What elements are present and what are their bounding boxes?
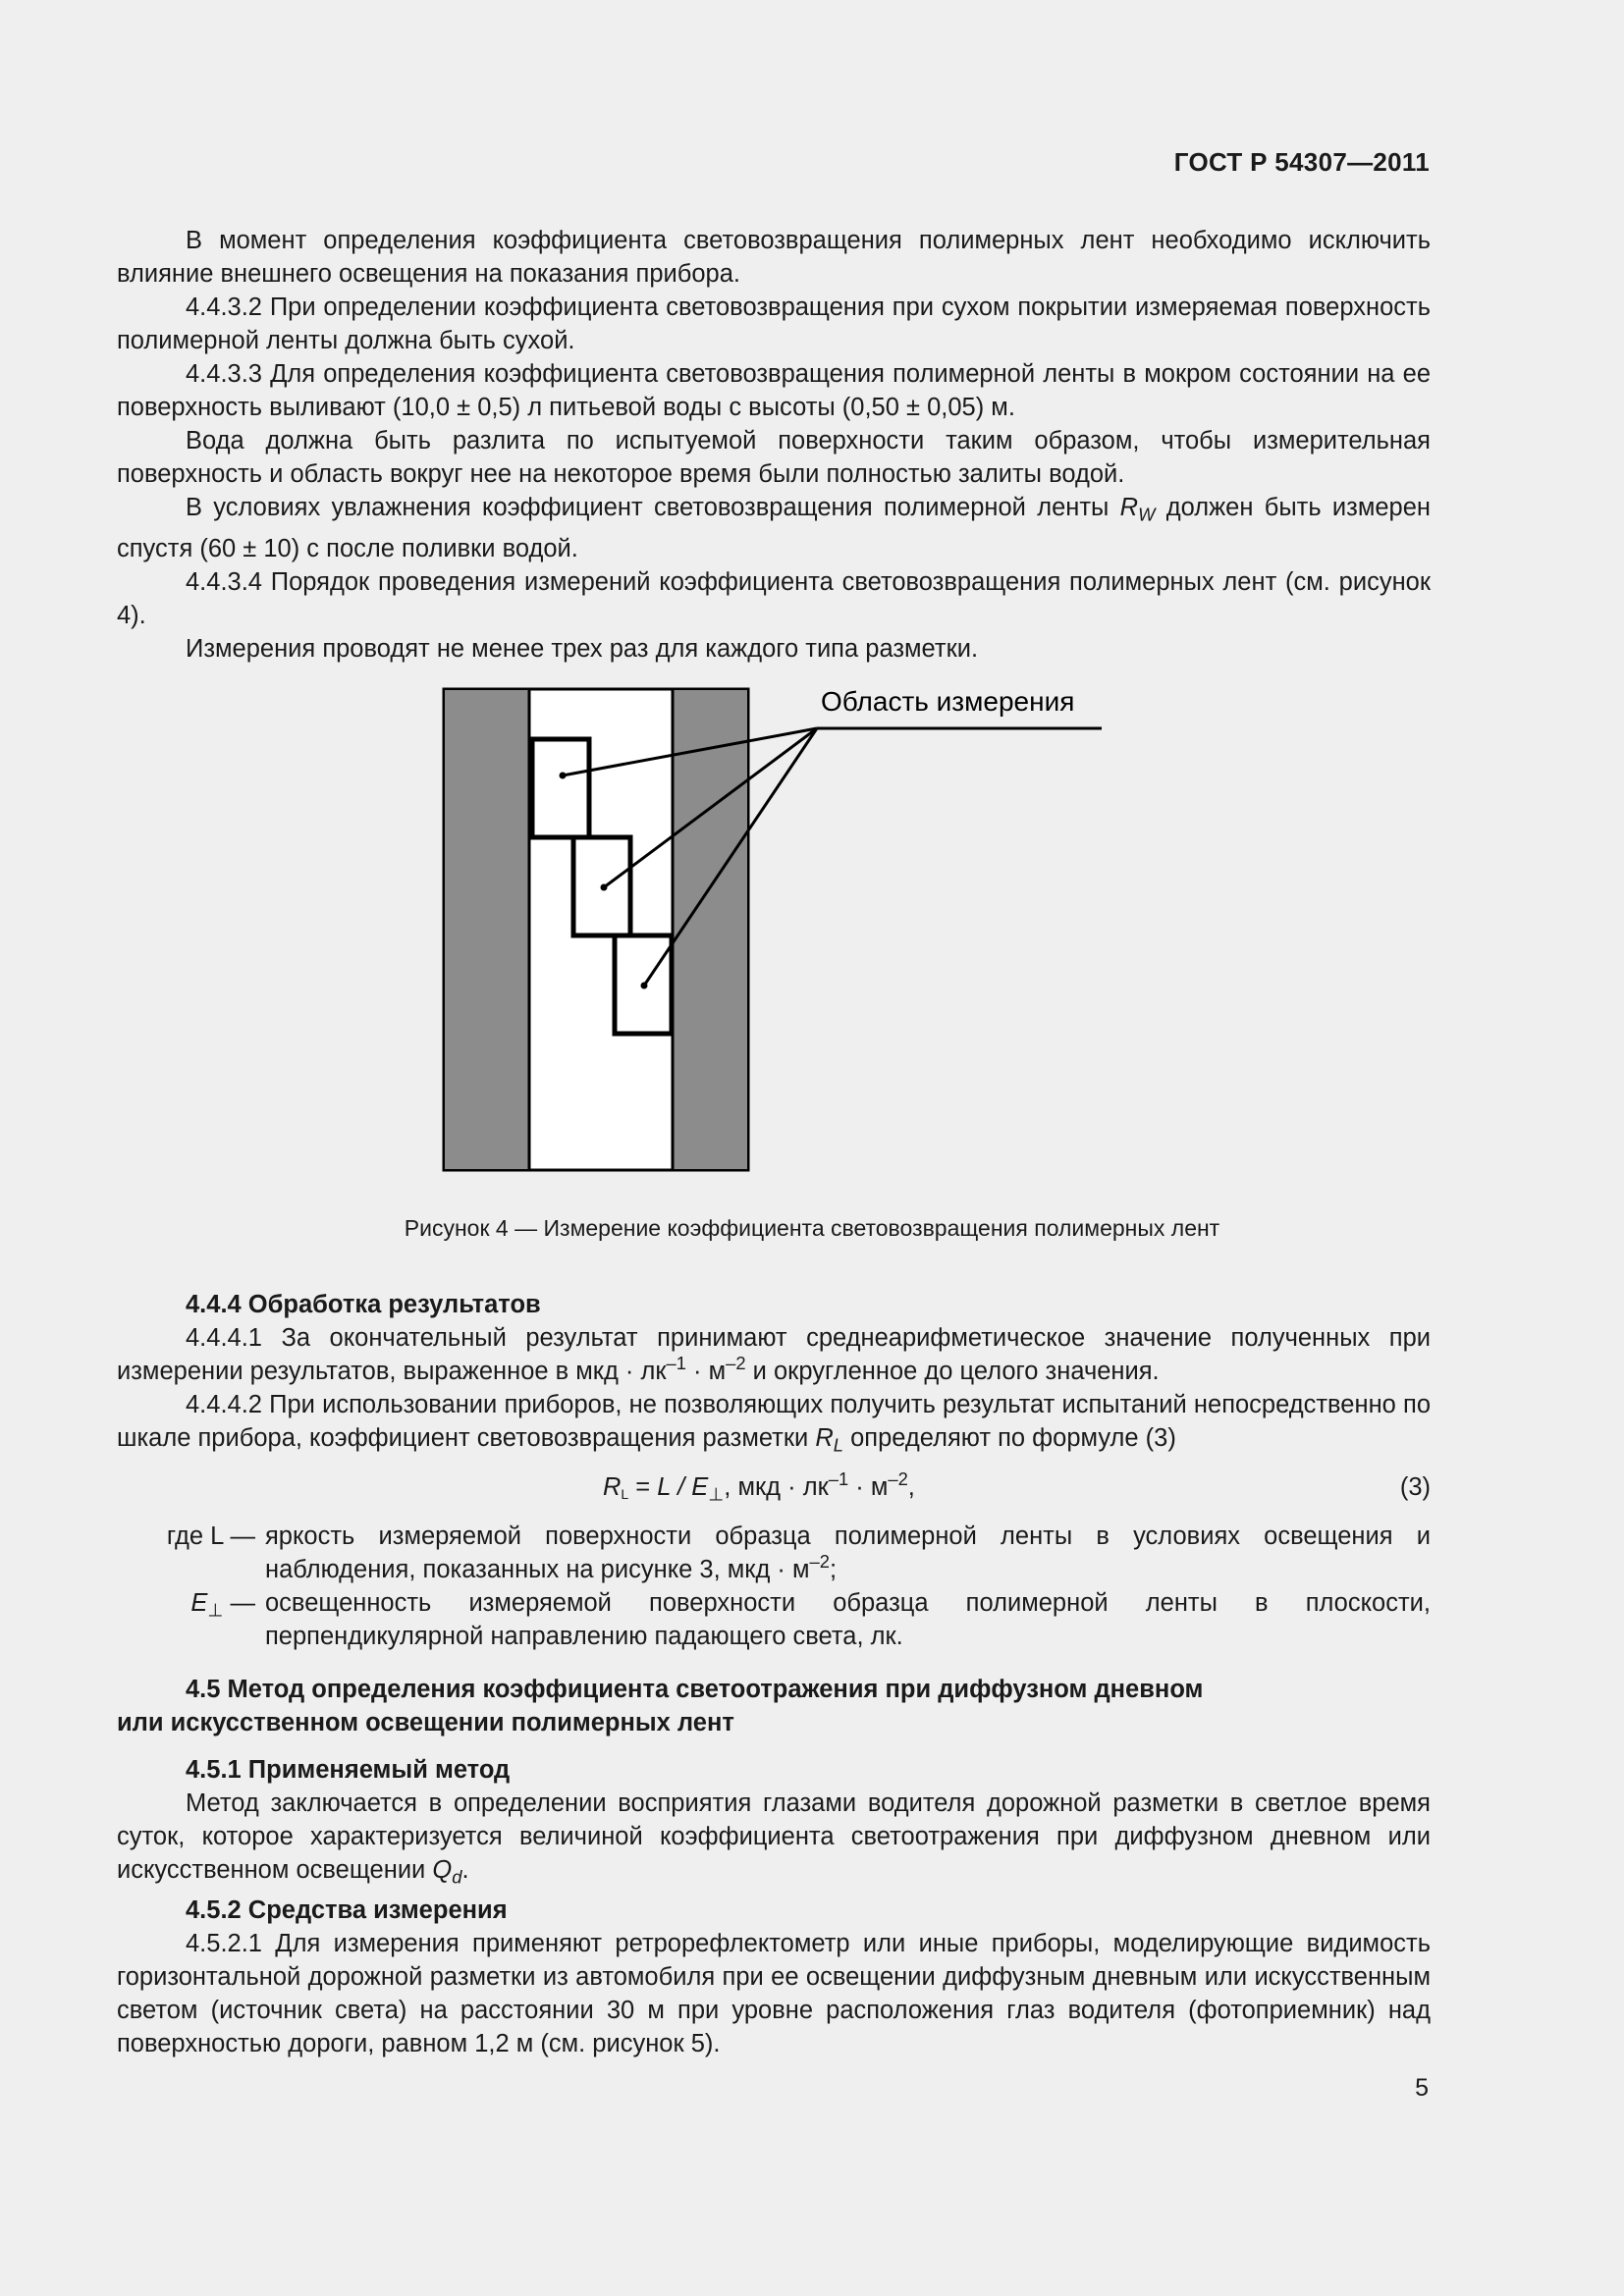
paragraph: В момент определения коэффициента световозвращения полимерных лент необходимо исключить влияние внешнего освещения на показания прибора. (117, 227, 1431, 288)
definition-L: где L — яркость измеряемой поверхности образца полимерной ленты в условиях освещения и наблюдения, показанных на рисунке 3, мкд · $м^{-2}$; (166, 1522, 1431, 1583)
paragraph-4-4-4-1: 4.4.4.1 За окончательный результат принимают среднеарифметическое значение полученных при измерении результатов, выраженное в мкд · $лк^{-1} \cdot м^{-2}$ и округленное до целого значения. (117, 1324, 1431, 1385)
point-marker (601, 884, 608, 891)
figure-caption: Рисунок 4 — Измерение коэффициента световозвращения полимерных лент (404, 1215, 1220, 1241)
measurement-area-1 (532, 739, 589, 837)
equation-number: (3) (1399, 1472, 1431, 1501)
formula-3 (117, 1470, 1431, 1514)
figure-4-diagram (432, 677, 1139, 1188)
text-block-lower (117, 1288, 1431, 2060)
section-heading-4-4-4: 4.4.4 Обработка результатов (186, 1291, 541, 1318)
paragraph-4-5-1: Метод заключается в определении восприятия глазами водителя дорожной разметки в светлое время суток, которое характеризуется величиной коэффициента светоотражения при диффузном дневном или искусственном освещении $Q_d$. (117, 1789, 1431, 1887)
paragraph-4-5-2-1: 4.5.2.1 Для измерения применяют ретрорефлектометр или иные приборы, моделирующие видимость горизонтальной дорожной разметки из автомобиля при ее освещении диффузным дневным или искусственным светом (источник света) на расстоянии 30 м при уровне расположения глаз водителя (фотоприемник) над поверхностью дороги, равном 1,2 м (см. рисунок 5). (117, 1930, 1431, 2057)
section-heading-4-5-1: 4.5.1 Применяемый метод (186, 1755, 511, 1784)
definition-E-perp: $E_\perp$ — освещенность измеряемой поверхности образца полимерной ленты в плоскости, перпендикулярной направлению падающего света, лк. (190, 1588, 1431, 1650)
dark-stripe-right (673, 690, 747, 1169)
text-block-upper (117, 224, 1431, 666)
section-heading-4-5-2: 4.5.2 Средства измерения (186, 1896, 508, 1924)
document-number: ГОСТ Р 54307—2011 (1173, 147, 1430, 177)
section-heading-4-5: 4.5 Метод определения коэффициента светоотражения при диффузном дневном или искусственном освещении полимерных лент (117, 1675, 1204, 1736)
paragraph-4-4-3-2: 4.4.3.2 При определении коэффициента световозвращения при сухом покрытии измеряемая поверхность полимерной ленты должна быть сухой. (117, 294, 1431, 354)
page-number: 5 (1415, 2074, 1429, 2102)
paragraph-4-4-4-2: 4.4.4.2 При использовании приборов, не позволяющих получить результат испытаний непосредственно по шкале прибора, коэффициент световозвращения разметки $R_L$ определяют по формуле (3) (117, 1391, 1431, 1456)
dark-stripe-left (445, 690, 529, 1169)
figure-label: Область измерения (821, 686, 1075, 717)
paragraph: Вода должна быть разлита по испытуемой поверхности таким образом, чтобы измерительная поверхность и область вокруг нее на некоторое время были полностью залиты водой. (117, 427, 1431, 488)
paragraph-4-4-3-4: 4.4.3.4 Порядок проведения измерений коэффициента световозвращения полимерных лент (см. рисунок 4). (117, 567, 1431, 629)
point-marker (641, 983, 648, 989)
formula-expression: $R_L = L / E_\perp$, мкд · $лк^{-1} \cdot м^{-2}$, (603, 1468, 915, 1504)
paragraph-wet-condition: В условиях увлажнения коэффициент световозвращения полимерной ленты $R_W$ должен быть измерен спустя (60 ± 10) с после поливки водой. (117, 494, 1432, 562)
paragraph-4-4-3-3: 4.4.3.3 Для определения коэффициента световозвращения полимерной ленты в мокром состоянии на ее поверхность выливают (10,0 ± 0,5) л питьевой воды с высоты (0,50 ± 0,05) м. (117, 360, 1431, 421)
point-marker (560, 773, 567, 779)
paragraph: Измерения проводят не менее трех раз для каждого типа разметки. (186, 634, 979, 663)
